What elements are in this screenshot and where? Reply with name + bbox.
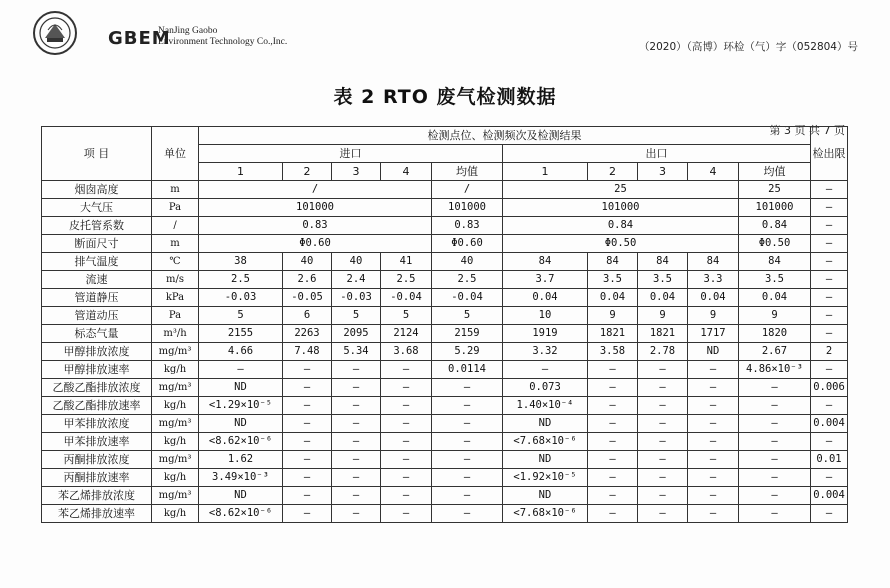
data-cell: 2155 [199,325,283,343]
row-item-name: 甲苯排放速率 [42,433,152,451]
data-cell: – [739,415,811,433]
data-cell: 84 [688,253,739,271]
data-cell: – [638,379,688,397]
table-row [42,253,848,271]
company-seal-icon [32,10,78,56]
row-unit: Pa [152,307,199,325]
table-row [42,505,848,523]
header-limit: 检出限 [811,127,848,181]
data-cell: 5.29 [432,343,503,361]
data-cell: – [432,433,503,451]
data-cell: – [688,433,739,451]
table-row [42,361,848,379]
header-item: 项 目 [42,127,152,181]
row-unit: m [152,235,199,253]
table-row [42,271,848,289]
data-cell: -0.05 [283,289,332,307]
detection-limit-cell: – [811,469,848,487]
data-cell: – [381,469,432,487]
data-cell: 3.5 [638,271,688,289]
data-cell: – [332,487,381,505]
data-cell: 0.04 [638,289,688,307]
data-cell: – [432,505,503,523]
data-cell: 5 [332,307,381,325]
table-row [42,199,848,217]
row-item-name: 苯乙烯排放浓度 [42,487,152,505]
data-cell: 5 [381,307,432,325]
column-header: 均值 [739,163,811,181]
outlet-merged-cell: 0.84 [503,217,739,235]
column-header: 3 [638,163,688,181]
outlet-average-cell: Φ0.50 [739,235,811,253]
detection-limit-cell: 2 [811,343,848,361]
table-title: 表 2 RTO 废气检测数据 [333,86,557,108]
data-cell: – [688,505,739,523]
row-item-name: 管道动压 [42,307,152,325]
data-cell: 0.04 [588,289,638,307]
data-cell: 4.66 [199,343,283,361]
row-unit: mg/m³ [152,415,199,433]
column-header: 4 [688,163,739,181]
data-cell: – [432,379,503,397]
header-unit: 单位 [152,127,199,181]
data-cell: 2.5 [381,271,432,289]
data-cell: – [381,379,432,397]
data-cell: – [332,505,381,523]
data-cell: – [739,505,811,523]
data-cell: 1820 [739,325,811,343]
data-cell: 84 [638,253,688,271]
data-cell: 0.073 [503,379,588,397]
header-results: 检测点位、检测频次及检测结果 [199,127,811,145]
data-cell: 9 [638,307,688,325]
row-item-name: 乙酸乙酯排放速率 [42,397,152,415]
data-cell: 9 [588,307,638,325]
data-cell: -0.03 [199,289,283,307]
data-cell: – [638,397,688,415]
data-cell: – [332,469,381,487]
data-cell: – [283,433,332,451]
detection-limit-cell: 0.006 [811,379,848,397]
row-unit: mg/m³ [152,451,199,469]
detection-data-table [41,126,848,523]
data-cell: 1821 [638,325,688,343]
data-cell: – [381,397,432,415]
row-unit: m³/h [152,325,199,343]
column-header: 2 [588,163,638,181]
inlet-average-cell: Φ0.60 [432,235,503,253]
row-item-name: 乙酸乙酯排放浓度 [42,379,152,397]
row-item-name: 甲醇排放速率 [42,361,152,379]
data-cell: 0.04 [503,289,588,307]
data-cell: <7.68×10⁻⁶ [503,433,588,451]
row-item-name: 流速 [42,271,152,289]
table-row [42,415,848,433]
row-unit: mg/m³ [152,379,199,397]
data-cell: 2.4 [332,271,381,289]
row-unit: kg/h [152,505,199,523]
data-cell: 9 [688,307,739,325]
column-header: 4 [381,163,432,181]
inlet-average-cell: 101000 [432,199,503,217]
data-cell: – [638,433,688,451]
data-cell: 1919 [503,325,588,343]
outlet-merged-cell: 25 [503,181,739,199]
inlet-merged-cell: / [199,181,432,199]
detection-limit-cell: – [811,361,848,379]
row-item-name: 排气温度 [42,253,152,271]
data-cell: 3.5 [588,271,638,289]
data-cell: – [638,487,688,505]
data-cell: 7.48 [283,343,332,361]
data-cell: -0.03 [332,289,381,307]
data-cell: ND [503,487,588,505]
data-cell: 3.58 [588,343,638,361]
data-cell: – [588,361,638,379]
data-cell: 6 [283,307,332,325]
inlet-merged-cell: 0.83 [199,217,432,235]
row-item-name: 丙酮排放浓度 [42,451,152,469]
row-item-name: 甲醇排放浓度 [42,343,152,361]
detection-limit-cell: – [811,181,848,199]
data-cell: – [332,451,381,469]
table-row [42,451,848,469]
data-cell: 2263 [283,325,332,343]
table-row [42,379,848,397]
data-cell: <1.92×10⁻⁵ [503,469,588,487]
data-cell: – [283,361,332,379]
data-cell: -0.04 [432,289,503,307]
data-cell: – [283,397,332,415]
column-header: 3 [332,163,381,181]
data-cell: – [381,361,432,379]
data-cell: 1717 [688,325,739,343]
data-cell: ND [199,379,283,397]
data-cell: – [688,451,739,469]
column-header: 均值 [432,163,503,181]
data-cell: 1.40×10⁻⁴ [503,397,588,415]
data-cell: <8.62×10⁻⁶ [199,505,283,523]
data-cell: <1.29×10⁻⁵ [199,397,283,415]
data-cell: 2.78 [638,343,688,361]
data-cell: – [588,451,638,469]
data-cell: – [381,415,432,433]
data-cell: – [432,415,503,433]
data-cell: 5.34 [332,343,381,361]
detection-limit-cell: – [811,307,848,325]
data-cell: ND [199,487,283,505]
data-cell: 40 [283,253,332,271]
report-header [28,8,868,60]
data-cell: 9 [739,307,811,325]
outlet-average-cell: 25 [739,181,811,199]
data-cell: 10 [503,307,588,325]
data-cell: ND [688,343,739,361]
data-cell: – [332,361,381,379]
data-cell: 3.5 [739,271,811,289]
row-unit: m/s [152,271,199,289]
row-item-name: 标态气量 [42,325,152,343]
page-number: 第 3 页 共 7 页 [769,124,845,137]
table-row [42,325,848,343]
data-cell: – [638,451,688,469]
row-unit: Pa [152,199,199,217]
data-cell: – [688,361,739,379]
data-cell: – [381,505,432,523]
data-cell: 1821 [588,325,638,343]
data-cell: – [283,469,332,487]
data-cell: – [283,505,332,523]
data-cell: 4.86×10⁻³ [739,361,811,379]
row-item-name: 烟囱高度 [42,181,152,199]
row-item-name: 管道静压 [42,289,152,307]
detection-limit-cell: – [811,325,848,343]
data-cell: 2.67 [739,343,811,361]
data-cell: – [332,397,381,415]
company-line-2: Environment Technology Co.,Inc. [158,37,288,47]
data-cell: – [503,361,588,379]
data-cell: 3.32 [503,343,588,361]
data-cell: 2159 [432,325,503,343]
data-cell: 84 [588,253,638,271]
data-cell: 2.5 [199,271,283,289]
row-item-name: 断面尺寸 [42,235,152,253]
detection-limit-cell: – [811,199,848,217]
data-cell: – [332,379,381,397]
header-outlet: 出口 [503,145,811,163]
data-cell: – [332,433,381,451]
data-cell: <8.62×10⁻⁶ [199,433,283,451]
row-unit: kg/h [152,361,199,379]
row-item-name: 甲苯排放浓度 [42,415,152,433]
row-unit: kg/h [152,469,199,487]
outlet-merged-cell: Φ0.50 [503,235,739,253]
row-item-name: 苯乙烯排放速率 [42,505,152,523]
detection-limit-cell: – [811,253,848,271]
report-number: （2020）（高博）环检（气）字（052804）号 [638,41,858,53]
data-cell: 2.6 [283,271,332,289]
column-header: 1 [199,163,283,181]
data-cell: 3.7 [503,271,588,289]
data-cell: 41 [381,253,432,271]
detection-limit-cell: – [811,271,848,289]
row-unit: / [152,217,199,235]
data-cell: – [688,415,739,433]
detection-limit-cell: – [811,217,848,235]
data-cell: – [381,487,432,505]
data-cell: – [432,469,503,487]
brand-name: GBEM [108,28,171,49]
detection-limit-cell: – [811,505,848,523]
detection-limit-cell: – [811,289,848,307]
row-item-name: 大气压 [42,199,152,217]
data-cell: ND [503,415,588,433]
table-row [42,289,848,307]
data-cell: – [332,415,381,433]
inlet-merged-cell: Φ0.60 [199,235,432,253]
data-cell: – [588,397,638,415]
row-item-name: 丙酮排放速率 [42,469,152,487]
row-unit: ℃ [152,253,199,271]
data-cell: – [739,469,811,487]
data-cell: – [638,415,688,433]
row-unit: m [152,181,199,199]
detection-limit-cell: – [811,433,848,451]
row-item-name: 皮托管系数 [42,217,152,235]
row-unit: kg/h [152,433,199,451]
data-cell: – [283,487,332,505]
detection-limit-cell: – [811,235,848,253]
data-cell: 84 [503,253,588,271]
data-cell: – [588,433,638,451]
data-cell: 2124 [381,325,432,343]
data-cell: – [739,379,811,397]
data-cell: 3.68 [381,343,432,361]
detection-limit-cell: 0.004 [811,415,848,433]
data-cell: – [739,433,811,451]
outlet-average-cell: 101000 [739,199,811,217]
data-cell: – [739,487,811,505]
data-cell: – [283,379,332,397]
data-cell: – [688,487,739,505]
row-unit: mg/m³ [152,343,199,361]
table-row [42,487,848,505]
data-cell: – [588,415,638,433]
inlet-merged-cell: 101000 [199,199,432,217]
data-cell: – [638,505,688,523]
data-cell: 1.62 [199,451,283,469]
table-row [42,217,848,235]
table-row [42,307,848,325]
data-cell: – [688,379,739,397]
data-cell: 0.0114 [432,361,503,379]
data-cell: – [381,433,432,451]
data-cell: – [588,379,638,397]
data-cell: 40 [432,253,503,271]
data-cell: – [432,451,503,469]
table-row [42,433,848,451]
data-cell: – [283,451,332,469]
data-cell: – [638,361,688,379]
table-row [42,469,848,487]
outlet-merged-cell: 101000 [503,199,739,217]
data-cell: – [432,397,503,415]
data-cell: – [638,469,688,487]
data-cell: 5 [432,307,503,325]
data-cell: – [588,505,638,523]
outlet-average-cell: 0.84 [739,217,811,235]
column-header: 1 [503,163,588,181]
detection-limit-cell: – [811,397,848,415]
data-cell: – [688,469,739,487]
inlet-average-cell: 0.83 [432,217,503,235]
detection-limit-cell: 0.004 [811,487,848,505]
data-cell: 2095 [332,325,381,343]
data-cell: 3.49×10⁻³ [199,469,283,487]
data-cell: – [432,487,503,505]
company-line-1: NanJing Gaobo [158,26,218,36]
table-row [42,397,848,415]
table-row [42,343,848,361]
header-inlet: 进口 [199,145,503,163]
data-cell: ND [199,415,283,433]
data-cell: 5 [199,307,283,325]
data-cell: – [588,487,638,505]
data-cell: 0.04 [739,289,811,307]
data-cell: – [688,397,739,415]
row-unit: kPa [152,289,199,307]
data-cell: – [381,451,432,469]
data-cell: 3.3 [688,271,739,289]
data-cell: – [199,361,283,379]
table-row [42,235,848,253]
data-cell: 2.5 [432,271,503,289]
data-cell: – [283,415,332,433]
data-cell: 84 [739,253,811,271]
data-cell: 38 [199,253,283,271]
column-header: 2 [283,163,332,181]
data-cell: – [739,451,811,469]
inlet-average-cell: / [432,181,503,199]
data-cell: – [588,469,638,487]
data-cell: <7.68×10⁻⁶ [503,505,588,523]
detection-limit-cell: 0.01 [811,451,848,469]
company-name [158,26,287,48]
table-row [42,181,848,199]
row-unit: mg/m³ [152,487,199,505]
data-cell: – [739,397,811,415]
data-cell: -0.04 [381,289,432,307]
row-unit: kg/h [152,397,199,415]
data-cell: 0.04 [688,289,739,307]
data-cell: ND [503,451,588,469]
data-cell: 40 [332,253,381,271]
